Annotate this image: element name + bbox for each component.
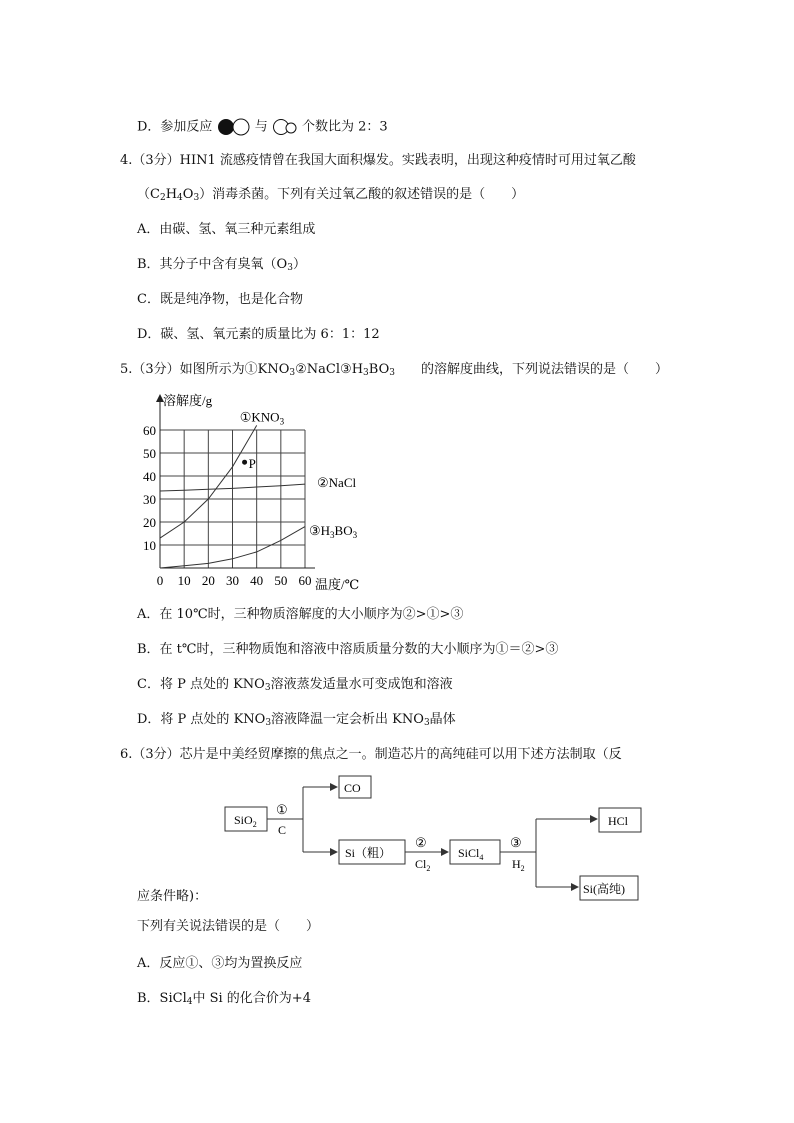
x-axis-label: 温度/℃ [315, 577, 360, 592]
q6-option-b: B．SiCl$_4$中 Si 的化合价为+4 [137, 991, 311, 1007]
q4-stem-line1: 4.（3分）HIN1 流感疫情曾在我国大面积爆发。实践表明，出现这种疫情时可用过氧乙酸 [120, 153, 636, 168]
molecule-black-white-icon [217, 117, 251, 137]
solubility-chart [135, 388, 375, 594]
q5-option-d: D．将 P 点处的 $KNO_3$溶液降温一定会析出 $KNO_3$晶体 [137, 712, 456, 728]
step1-number: ① [276, 802, 288, 817]
q5-stem: 5.（3分）如图所示为$①KNO_3②NaCl③H_3BO_3$ 的溶解度曲线，下列说法错误的是（ ） [120, 362, 668, 378]
svg-text:SiCl4: SiCl$_4$ [458, 846, 484, 862]
node-co [339, 776, 371, 798]
x-tick-label: 20 [201, 573, 215, 588]
q4-option-d: D．碳、氢、氧元素的质量比为 6：1：12 [137, 327, 380, 342]
point-p-label: P [248, 456, 256, 472]
svg-text:Si（粗）: Si（粗） [345, 846, 392, 860]
step1-reagent: C [278, 823, 287, 837]
svg-text:Si(高纯): Si(高纯) [583, 882, 626, 896]
svg-text:HCl: HCl [608, 814, 629, 828]
series-label-kno3: $①KNO_3$ [239, 409, 285, 427]
q5-option-b: B．在 t℃时，三种物质饱和溶液中溶质质量分数的大小顺序为①＝②>③ [137, 642, 559, 657]
q4-option-c: C．既是纯净物，也是化合物 [137, 292, 303, 307]
q3-option-d [137, 117, 388, 137]
q5-option-c: C．将 P 点处的 $KNO_3$溶液蒸发适量水可变成饱和溶液 [137, 677, 453, 693]
y-tick-label: 60 [143, 423, 156, 438]
x-tick-label: 50 [274, 573, 288, 588]
x-tick-label: 60 [298, 573, 312, 588]
svg-text:SiO2: SiO$_2$ [234, 813, 257, 829]
x-tick-label: 30 [226, 573, 239, 588]
node-sio2 [225, 807, 267, 831]
q4-option-a: A．由碳、氢、氧三种元素组成 [137, 222, 316, 237]
step3-number: ③ [510, 835, 522, 850]
step2-reagent: $Cl_2$ [415, 857, 431, 873]
y-tick-label: 30 [143, 492, 156, 507]
x-tick-label: 10 [177, 573, 191, 588]
x-tick-label: 40 [250, 573, 264, 588]
q3-option-d-end: 个数比为 2：3 [297, 119, 388, 135]
q4-stem-line2: $(C_2H_4O_3)$消毒杀菌。下列有关过氧乙酸的叙述错误的是（ ） [137, 187, 525, 203]
svg-text:CO: CO [344, 781, 361, 795]
series-label-h3bo3: $③H_3BO_3$ [309, 523, 358, 541]
silicon-process-flowchart [220, 772, 660, 908]
q4-option-b: B．其分子中含有臭氧$(O_3)$ [137, 257, 306, 273]
y-tick-label: 10 [143, 538, 156, 553]
step3-reagent: $H_2$ [512, 857, 525, 873]
q6-option-a: A．反应①、③均为置换反应 [137, 956, 303, 971]
x-tick-label: 0 [156, 573, 164, 588]
q5-option-a: A．在 10℃时，三种物质溶解度的大小顺序为②>①>③ [137, 607, 464, 622]
y-axis-label: 溶解度/g [163, 393, 213, 408]
step2-number: ② [415, 835, 427, 850]
node-si-pure [580, 876, 638, 900]
q6-stem-line2: 应条件略)： [137, 889, 208, 904]
y-tick-label: 50 [143, 446, 156, 461]
point-p-marker [242, 460, 247, 465]
y-tick-label: 40 [143, 469, 156, 484]
molecule-white-pair-icon [272, 117, 298, 137]
q3-option-d-mid: 与 [250, 119, 272, 135]
chart-grid [160, 430, 305, 568]
node-hcl [599, 808, 641, 832]
q6-stem-line3: 下列有关说法错误的是（ ） [137, 919, 320, 934]
q3-option-d-text: D．参加反应 [137, 119, 217, 135]
node-si-crude [339, 840, 405, 864]
node-sicl4 [450, 840, 500, 864]
y-tick-label: 20 [143, 515, 156, 530]
q6-stem-line1: 6.（3分）芯片是中美经贸摩擦的焦点之一。制造芯片的高纯硅可以用下述方法制取（反 [120, 747, 622, 762]
series-label-nacl: ②NaCl [317, 474, 357, 490]
